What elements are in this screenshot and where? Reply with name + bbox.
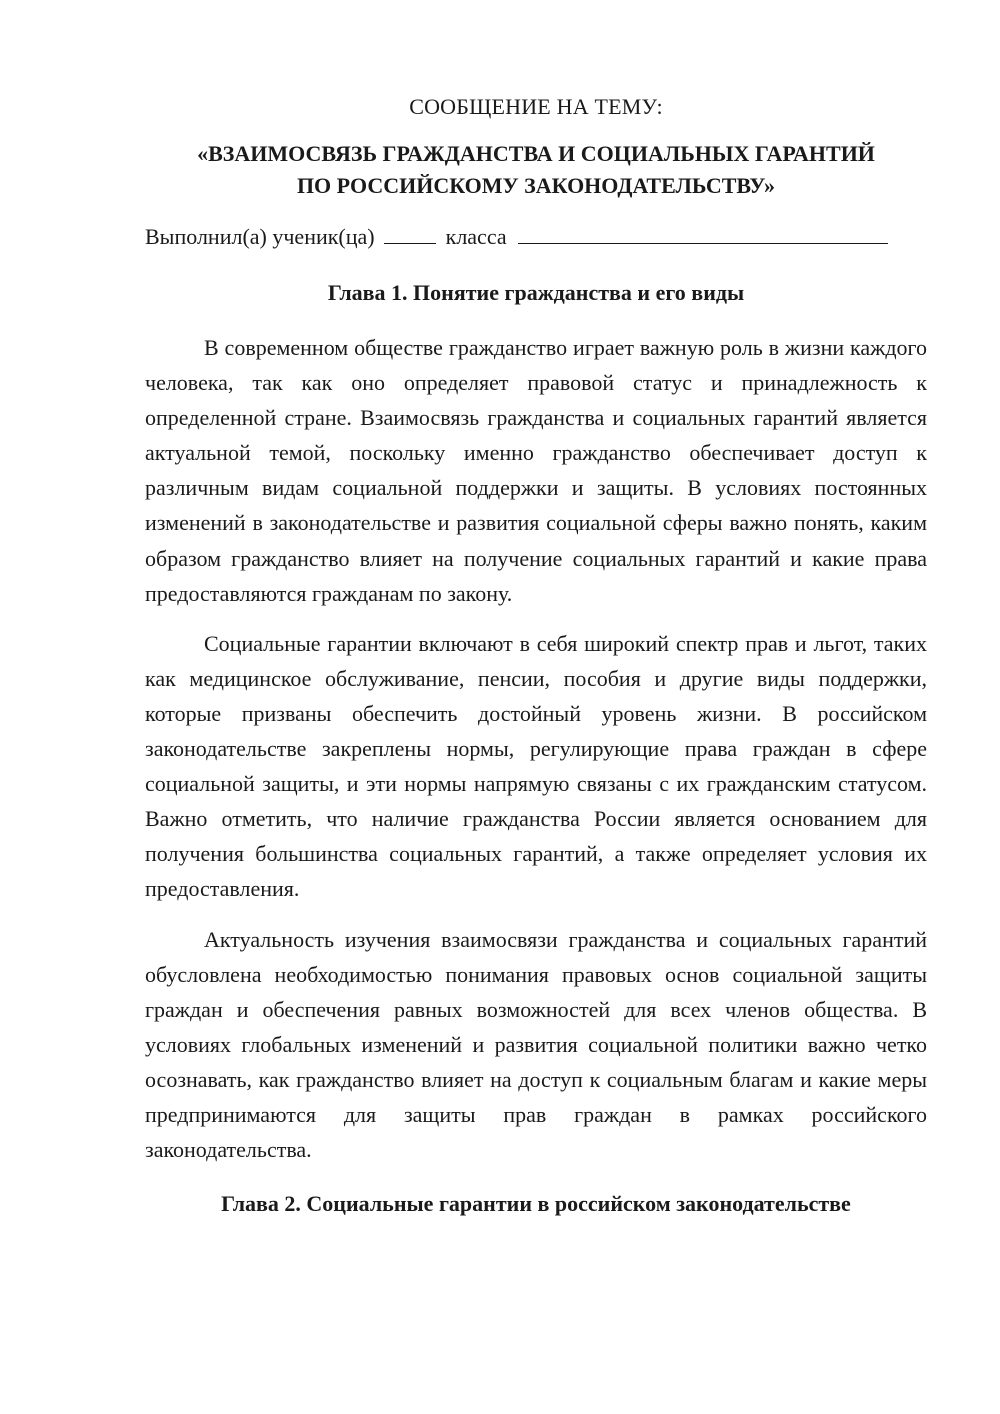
author-prefix: Выполнил(а) ученик(ца) (145, 224, 375, 249)
chapter-1-paragraph-1: В современном обществе гражданство играет важную роль в жизни каждого человека, так как оно определяет правовой статус и принадлежность к определенной стране. Взаимосвязь гражданства и социальных гарантий является актуальной темой, поскольку именно гражданство обеспечивает доступ к различным видам социальной поддержки и защиты. В условиях постоянных изменений в законодательстве и развития социальной сферы важно понять, каким образом гражданство влияет на получение социальных гарантий и какие права предоставляются гражданам по закону. (145, 335, 927, 606)
class-name-blank (518, 223, 888, 244)
chapter-1-heading: Глава 1. Понятие гражданства и его виды (327, 280, 745, 305)
document-title (145, 138, 927, 202)
document-type: СООБЩЕНИЕ НА ТЕМУ: (409, 94, 663, 119)
chapter-1-paragraph-3: Актуальность изучения взаимосвязи гражданства и социальных гарантий обусловлена необходимостью понимания правовых основ социальной защиты граждан и обеспечения равных возможностей для всех членов общества. В условиях глобальных изменений и развития социальной политики важно четко осознавать, как гражданство влияет на доступ к социальным благам и какие меры предпринимаются для защиты прав граждан в рамках российского законодательства. (145, 926, 927, 1163)
title-line-2: ПО РОССИЙСКОМУ ЗАКОНОДАТЕЛЬСТВУ» (296, 173, 776, 198)
title-line-1: «ВЗАИМОСВЯЗЬ ГРАЖДАНСТВА И СОЦИАЛЬНЫХ ГАРАНТИЙ (197, 141, 875, 166)
author-line (145, 222, 927, 252)
grade-blank (384, 223, 436, 244)
chapter-1-paragraph-2: Социальные гарантии включают в себя широкий спектр прав и льгот, таких как медицинское обслуживание, пенсии, пособия и другие виды поддержки, которые призваны обеспечить достойный уровень жизни. В российском законодательстве закреплены нормы, регулирующие права граждан в сфере социальной защиты, и эти нормы напрямую связаны с их гражданским статусом. Важно отметить, что наличие гражданства России является основанием для получения большинства социальных гарантий, а также определяет условия их предоставления. (145, 630, 927, 902)
document-page (145, 92, 927, 1241)
class-label: класса (445, 224, 507, 249)
chapter-2-heading: Глава 2. Социальные гарантии в российском законодательстве (221, 1191, 851, 1217)
